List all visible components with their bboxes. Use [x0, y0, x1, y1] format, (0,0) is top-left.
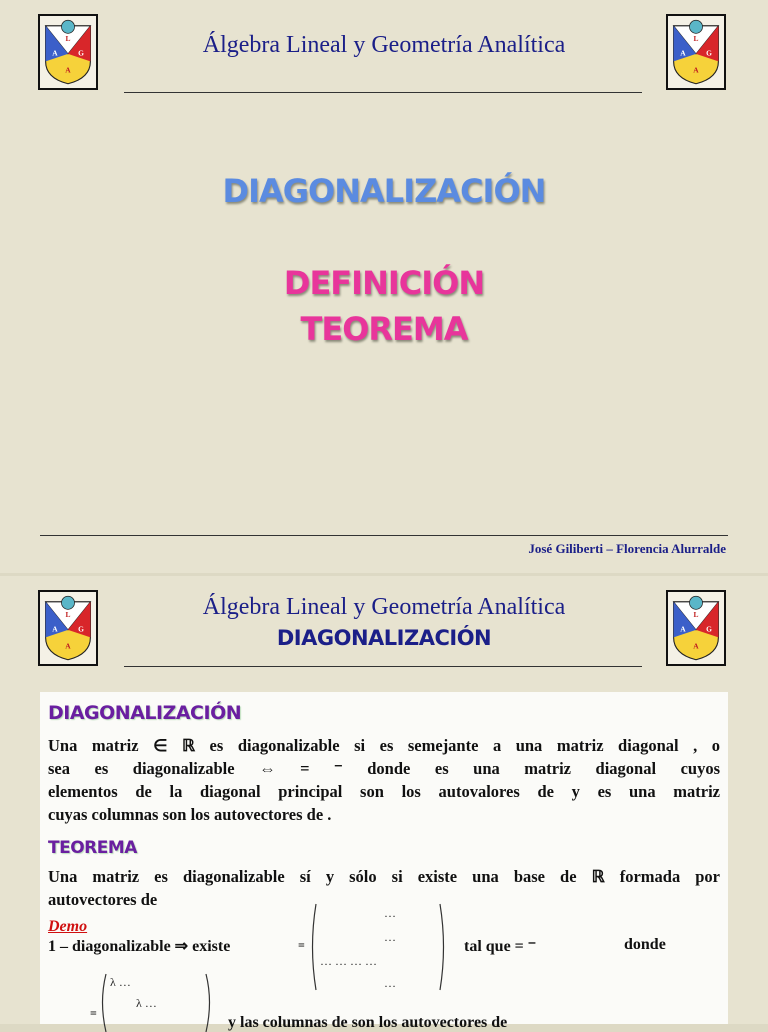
matrix-row-2: …: [384, 930, 396, 944]
matrix-row-3: … … … …: [320, 954, 377, 968]
svg-text:G: G: [78, 48, 84, 58]
matrix-row-1: …: [384, 906, 396, 920]
footer-divider: [40, 535, 728, 536]
svg-text:A: A: [52, 48, 58, 58]
equals-sign-2: =: [90, 1006, 97, 1020]
definition-line-3: elementos de la diagonal principal son los autovalores de y es una matriz: [48, 782, 720, 801]
header-divider: [124, 92, 642, 93]
equals-sign: =: [298, 938, 305, 952]
university-logo-right: [666, 14, 726, 90]
definition-line-4: cuyas columnas son los autovectores de .: [48, 805, 332, 824]
svg-text:A: A: [65, 641, 71, 651]
svg-text:L: L: [65, 609, 71, 619]
last-line: y las columnas de son los autovectores de: [228, 1014, 508, 1031]
svg-text:G: G: [706, 624, 712, 634]
course-title: Álgebra Lineal y Geometría Analítica: [202, 594, 566, 620]
section-heading-definition: DIAGONALIZACIÓN: [48, 702, 242, 724]
svg-text:A: A: [693, 65, 699, 75]
svg-text:A: A: [52, 624, 58, 634]
svg-text:G: G: [706, 48, 712, 58]
svg-text:L: L: [693, 33, 699, 43]
svg-text:A: A: [680, 48, 686, 58]
svg-text:L: L: [65, 33, 71, 43]
diagonal-row-2: λ …: [136, 996, 157, 1010]
university-logo-left: [38, 14, 98, 90]
subtitle-definition: DEFINICIÓN: [283, 264, 485, 302]
course-title: Álgebra Lineal y Geometría Analítica: [202, 32, 566, 58]
theorem-line-2: autovectores de: [48, 890, 158, 909]
demo-step: 1 – diagonalizable ⇒ existe: [48, 938, 231, 955]
matrix-brackets: [308, 902, 448, 992]
shield-icon: [668, 16, 724, 88]
svg-text:L: L: [693, 609, 699, 619]
matrix-row-4: …: [384, 976, 396, 990]
svg-text:A: A: [680, 624, 686, 634]
svg-text:A: A: [693, 641, 699, 651]
svg-text:G: G: [78, 624, 84, 634]
svg-text:A: A: [65, 65, 71, 75]
slide-subtitle: DIAGONALIZACIÓN: [276, 626, 492, 650]
content-panel: [40, 692, 728, 1031]
donde: donde: [624, 936, 666, 953]
subtitle-theorem: TEOREMA: [300, 310, 468, 348]
definition-line-1: Una matriz ∈ ℝ es diagonalizable si es semejante a una matriz diagonal , o: [48, 736, 720, 755]
authors: José Giliberti – Florencia Alurralde: [528, 541, 726, 556]
theorem-line-1: Una matriz es diagonalizable sí y sólo si existe una base de ℝ formada por: [48, 867, 720, 886]
tal-que: tal que = ⁻: [464, 938, 537, 955]
shield-icon: [40, 16, 96, 88]
header-divider: [124, 666, 642, 667]
demo-label: Demo: [48, 918, 88, 935]
section-heading-theorem: TEOREMA: [48, 838, 137, 858]
diagonal-row-1: λ …: [110, 975, 131, 989]
definition-line-2: sea es diagonalizable ⇔ = ⁻ donde es una matriz diagonal cuyos: [48, 759, 720, 778]
slide-title: DIAGONALIZACIÓN: [222, 172, 546, 210]
